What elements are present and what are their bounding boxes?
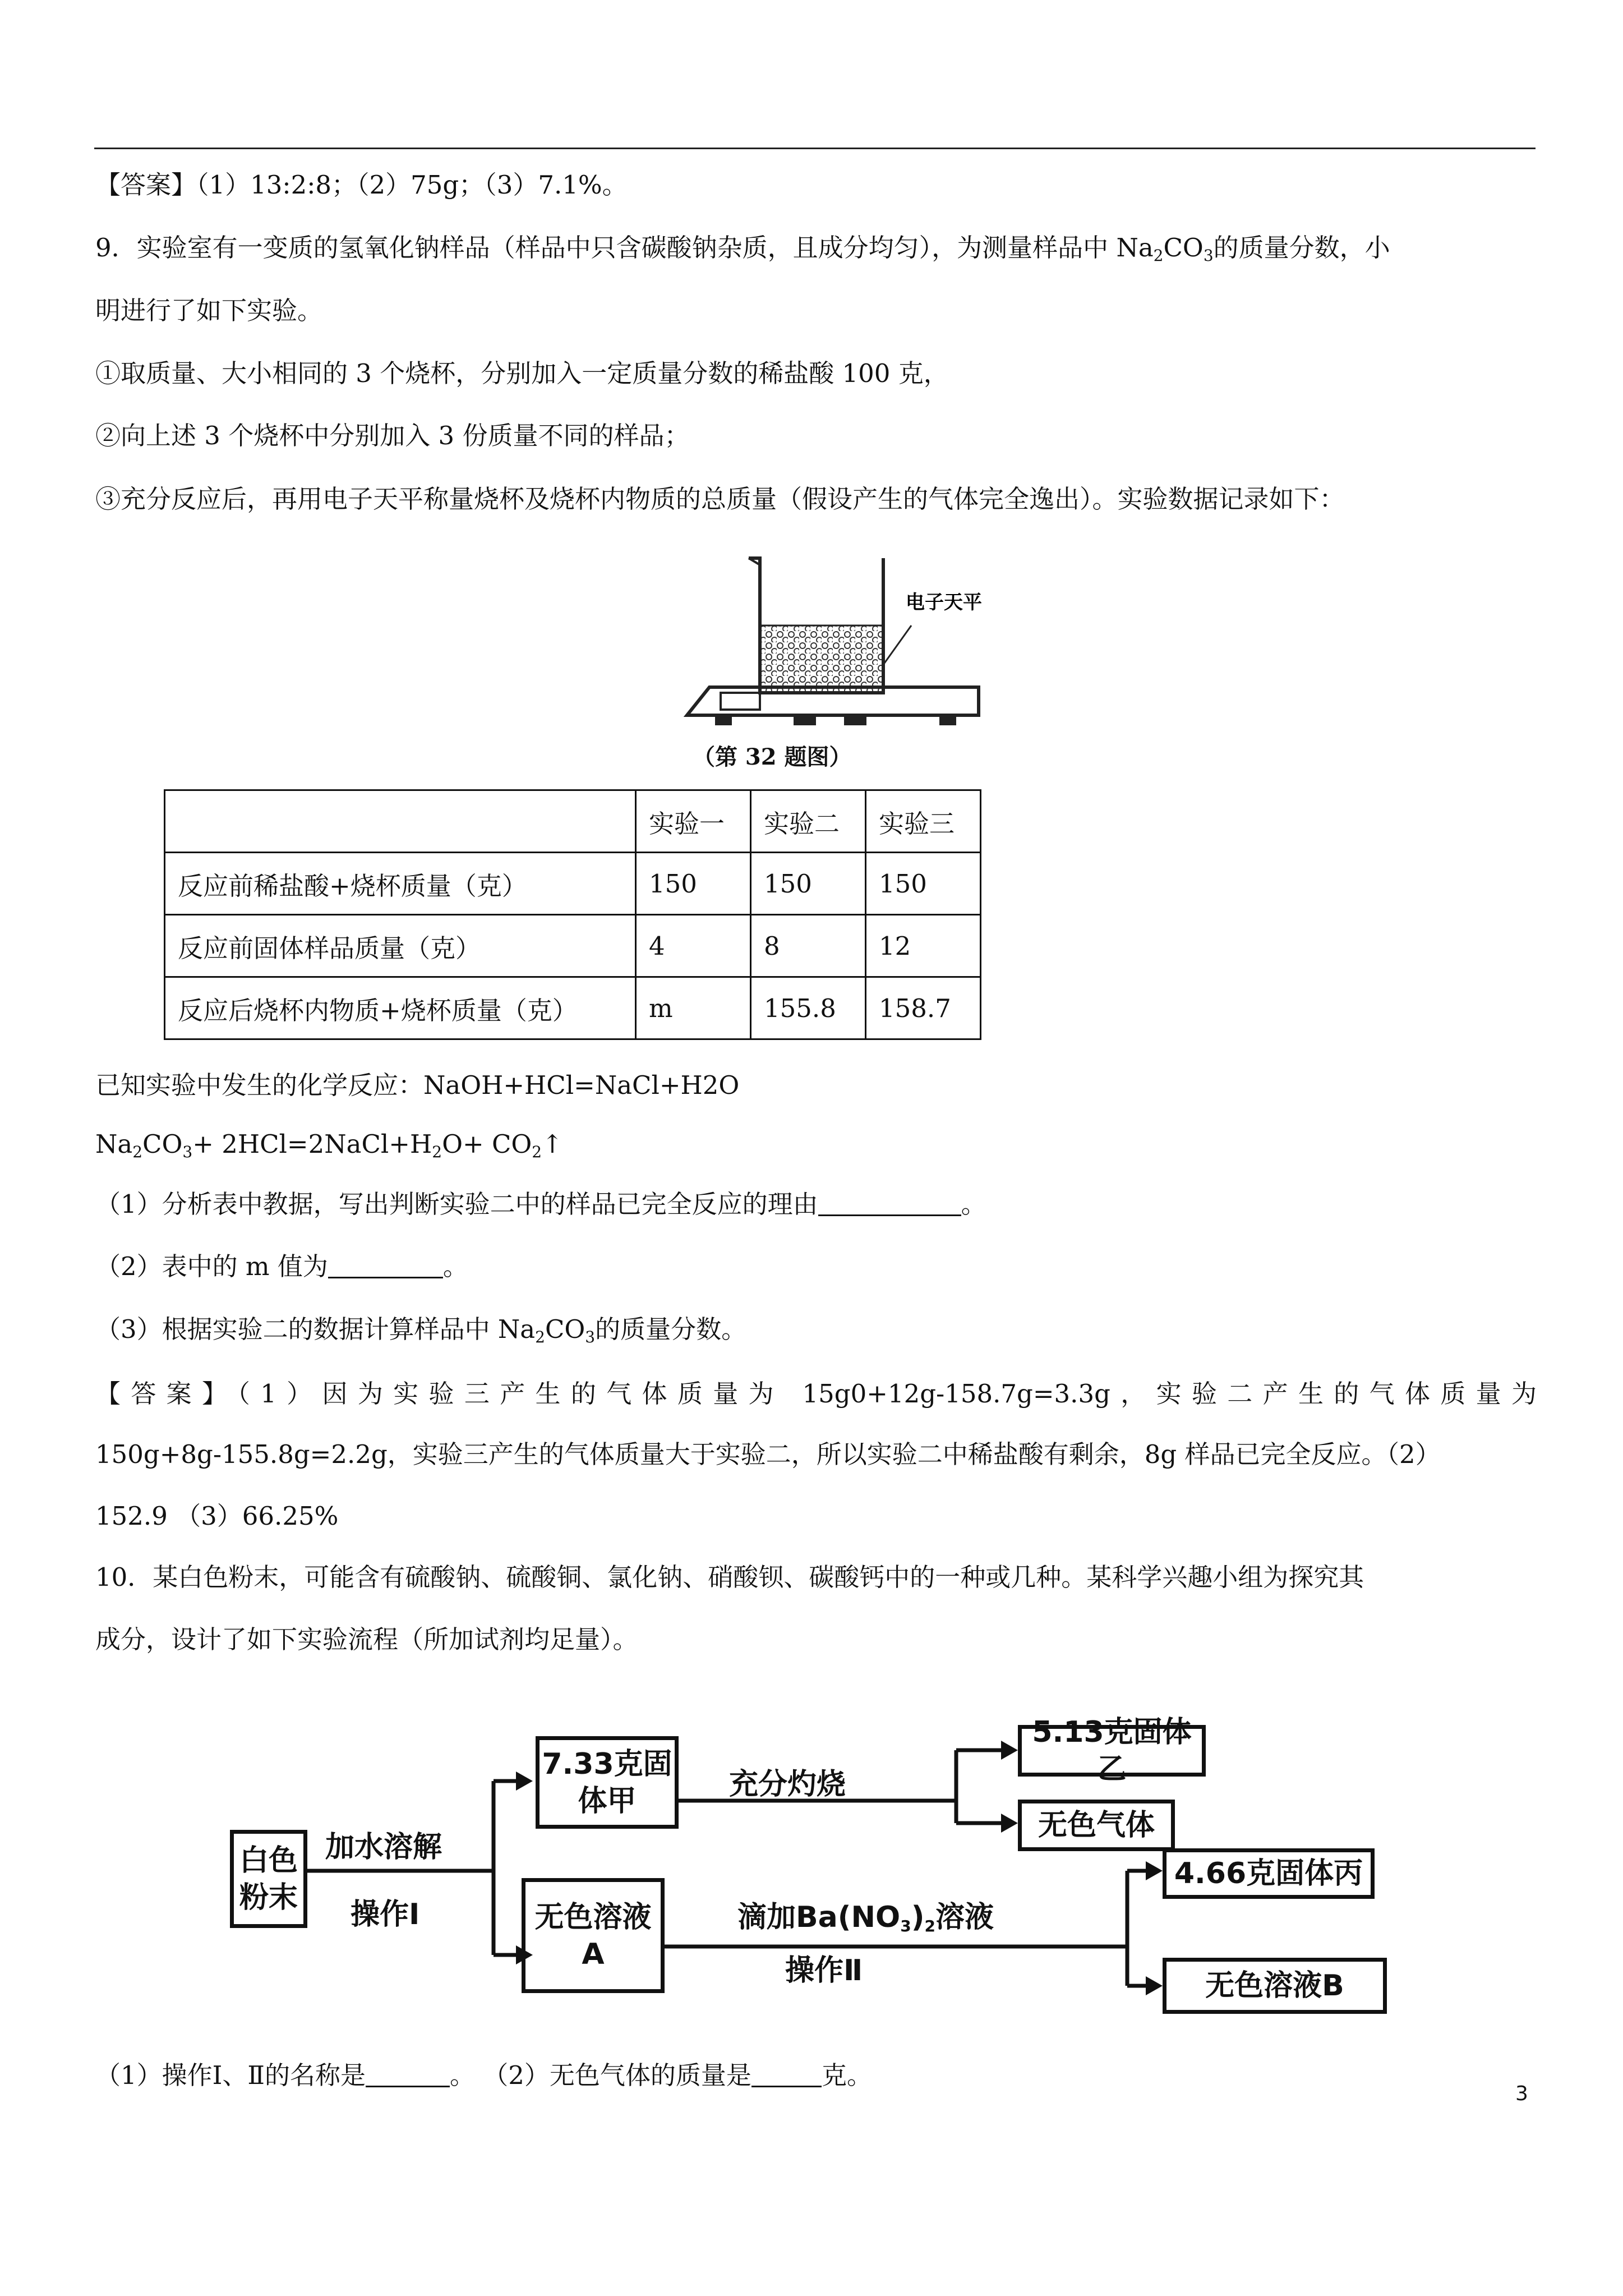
answer-blank[interactable] [366,2063,450,2087]
q9-step3: ③充分反应后，再用电子天平称量烧杯及烧杯内物质的总质量（假设产生的气体完全逸出）。实验数据记录如下： [95,484,1345,514]
q9-step1: ①取质量、大小相同的 3 个烧杯，分别加入一定质量分数的稀盐酸 100 克， [95,358,949,388]
flow-op2-name: 操作Ⅱ [785,1954,863,1987]
table-cell: 实验一 [636,790,751,853]
table-cell: 实验二 [751,790,866,853]
flow-calcine: 充分灼烧 [729,1768,846,1801]
answer-label: 【答案】 [95,1379,238,1409]
table-cell: 150 [866,853,981,915]
flow-reagent: 滴加$Ba(NO_3)_2$溶液 [737,1901,994,1935]
q10-sub: （1）操作Ⅰ、Ⅱ的名称是 。 （2）无色气体的质量是 克。 [95,2060,872,2090]
q9-answer-line2: 150g+8g-155.8g=2.2g，实验三产生的气体质量大于实验二，所以实验二中稀盐酸有剩余，8g 样品已完全反应。（2） [95,1439,1441,1469]
answer-blank[interactable] [751,2063,822,2087]
reaction-2: $Na_2CO_3+$ $2HCl=2NaCl+H_2O+$ $CO_2↑$ [95,1129,563,1161]
page-number: 3 [1515,2082,1528,2105]
flow-solution-a: 无色溶液A [522,1878,665,1993]
table-cell: 4 [636,915,751,977]
figure-caption: （第 32 题图） [693,744,852,770]
flow-solid-a: 7.33克固体甲 [536,1736,679,1829]
table-cell: 150 [751,853,866,915]
table-cell: 实验三 [866,790,981,853]
q9-step2: ②向上述 3 个烧杯中分别加入 3 份质量不同的样品； [95,421,690,450]
flow-gas: 无色气体 [1018,1800,1175,1851]
q9-sub2: （2）表中的 m 值为 。 [95,1251,468,1281]
table-cell: 8 [751,915,866,977]
table-cell: m [636,977,751,1039]
flow-start: 白色粉末 [230,1830,307,1928]
answer-text: （1）13:2:8；（2）75g；（3）7.1%。 [196,170,628,200]
table-cell: 反应后烧杯内物质+烧杯质量（克） [165,977,636,1039]
table-cell: 155.8 [751,977,866,1039]
q9-line2: 明进行了如下实验。 [95,296,323,325]
q9-answer-line1: 【答案】（1）因为实验三产生的气体质量为 15g0+12g-158.7g=3.3g，实验二产生的气体质量为 [95,1379,1537,1409]
answer-label: 【答案】 [95,170,197,200]
q9-line1: 9．实验室有一变质的氢氧化钠样品（样品中只含碳酸钠杂质，且成分均匀），为测量样品中 $Na_2CO_3$的质量分数，小 [95,233,1390,265]
flow-op1-label: 加水溶解 [325,1830,442,1864]
table-cell: 12 [866,915,981,977]
table-cell: 158.7 [866,977,981,1039]
q10-line1: 10．某白色粉末，可能含有硫酸钠、硫酸铜、氯化钠、硝酸钡、碳酸钙中的一种或几种。某科学兴趣小组为探究其 [95,1562,1364,1592]
reaction-intro: 已知实验中发生的化学反应：NaOH+HCl=NaCl+H2O [95,1070,740,1100]
q9-sub1: （1）分析表中教据，写出判断实验二中的样品已完全反应的理由 。 [95,1189,986,1219]
balance-label: 电子天平 [906,591,982,614]
table-cell: 150 [636,853,751,915]
flow-solid-b: 5.13克固体乙 [1018,1725,1206,1777]
table-cell: 反应前稀盐酸+烧杯质量（克） [165,853,636,915]
q10-line2: 成分，设计了如下实验流程（所加试剂均足量）。 [95,1625,638,1654]
flow-op1-name: 操作Ⅰ [351,1898,420,1931]
q9-sub3: （3）根据实验二的数据计算样品中 $Na_2CO_3$的质量分数。 [95,1314,747,1346]
flow-solution-b: 无色溶液B [1163,1958,1387,2014]
flow-solid-c: 4.66克固体丙 [1163,1848,1375,1899]
q9-answer-line3: 152.9 （3）66.25% [95,1501,339,1531]
table-cell: 反应前固体样品质量（克） [165,915,636,977]
